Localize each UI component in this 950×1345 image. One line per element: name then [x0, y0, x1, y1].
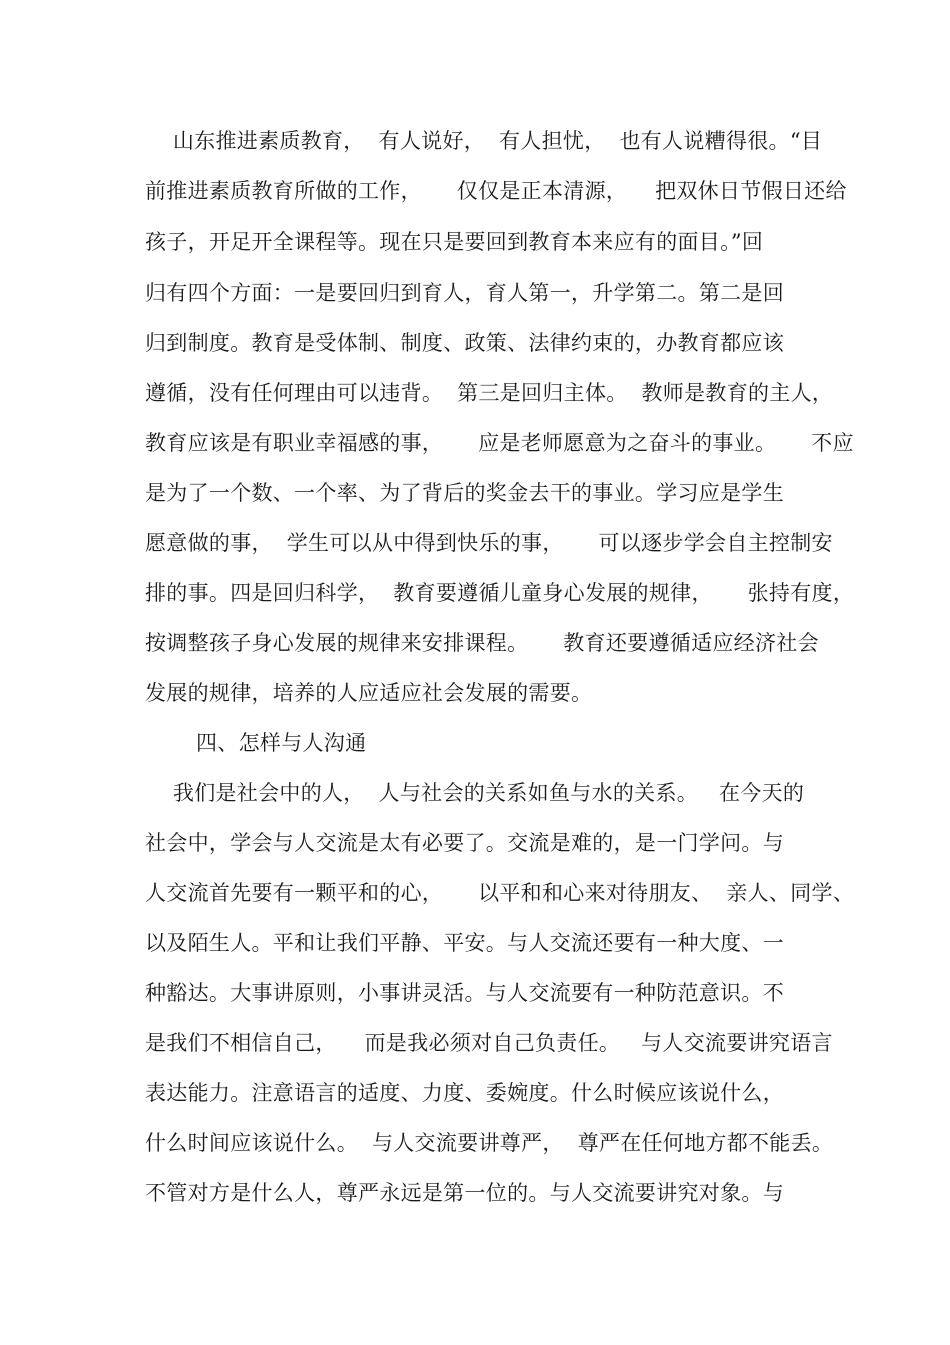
- paragraph-1-line-6: 遵循，没有任何理由可以违背。 第三是回归主体。 教师是教育的主人，: [145, 381, 834, 405]
- paragraph-2-line-3: 人交流首先要有一颗平和的心， 以平和和心来对待朋友、 亲人、同学、: [145, 881, 855, 905]
- paragraph-1-line-1: 山东推进素质教育， 有人说好， 有人担忧， 也有人说糟得很。“目: [145, 129, 823, 153]
- paragraph-1-line-3: 孩子，开足开全课程等。现在只是要回到教育本来应有的面目。”回: [145, 230, 764, 254]
- paragraph-2-line-6: 是我们不相信自己， 而是我必须对自己负责任。 与人交流要讲究语言: [145, 1031, 833, 1055]
- paragraph-2-line-4: 以及陌生人。平和让我们平静、平安。与人交流还要有一种大度、一: [145, 931, 784, 955]
- paragraph-2-line-8: 什么时间应该说什么。 与人交流要讲尊严， 尊严在任何地方都不能丢。: [145, 1131, 834, 1155]
- paragraph-2-line-5: 种豁达。大事讲原则，小事讲灵活。与人交流要有一种防范意识。不: [145, 981, 784, 1005]
- paragraph-1-line-2: 前推进素质教育所做的工作， 仅仅是正本清源， 把双休日节假日还给: [145, 179, 847, 203]
- paragraph-1-line-12: 发展的规律，培养的人应适应社会发展的需要。: [145, 681, 593, 705]
- section-heading: 四、怎样与人沟通: [196, 731, 367, 755]
- paragraph-2-line-1: 我们是社会中的人， 人与社会的关系如鱼与水的关系。 在今天的: [145, 781, 805, 805]
- paragraph-1-line-9: 愿意做的事， 学生可以从中得到快乐的事， 可以逐步学会自主控制安: [145, 531, 833, 555]
- paragraph-2-line-2: 社会中，学会与人交流是太有必要了。交流是难的，是一门学问。与: [145, 831, 784, 855]
- paragraph-2-line-7: 表达能力。注意语言的适度、力度、委婉度。什么时候应该说什么，: [145, 1081, 784, 1105]
- paragraph-1-line-4: 归有四个方面：一是要回归到育人，育人第一，升学第二。第二是回: [145, 281, 784, 305]
- paragraph-1-line-10: 排的事。四是回归科学， 教育要遵循儿童身心发展的规律， 张持有度，: [145, 581, 855, 605]
- paragraph-1-line-7: 教育应该是有职业幸福感的事， 应是老师愿意为之奋斗的事业。 不应: [145, 431, 854, 455]
- paragraph-1-line-8: 是为了一个数、一个率、为了背后的奖金去干的事业。学习应是学生: [145, 481, 784, 505]
- paragraph-1-line-5: 归到制度。教育是受体制、制度、政策、法律约束的，办教育都应该: [145, 331, 784, 355]
- paragraph-2-line-9: 不管对方是什么人，尊严永远是第一位的。与人交流要讲究对象。与: [145, 1181, 784, 1205]
- paragraph-1-line-11: 按调整孩子身心发展的规律来安排课程。 教育还要遵循适应经济社会: [145, 631, 819, 655]
